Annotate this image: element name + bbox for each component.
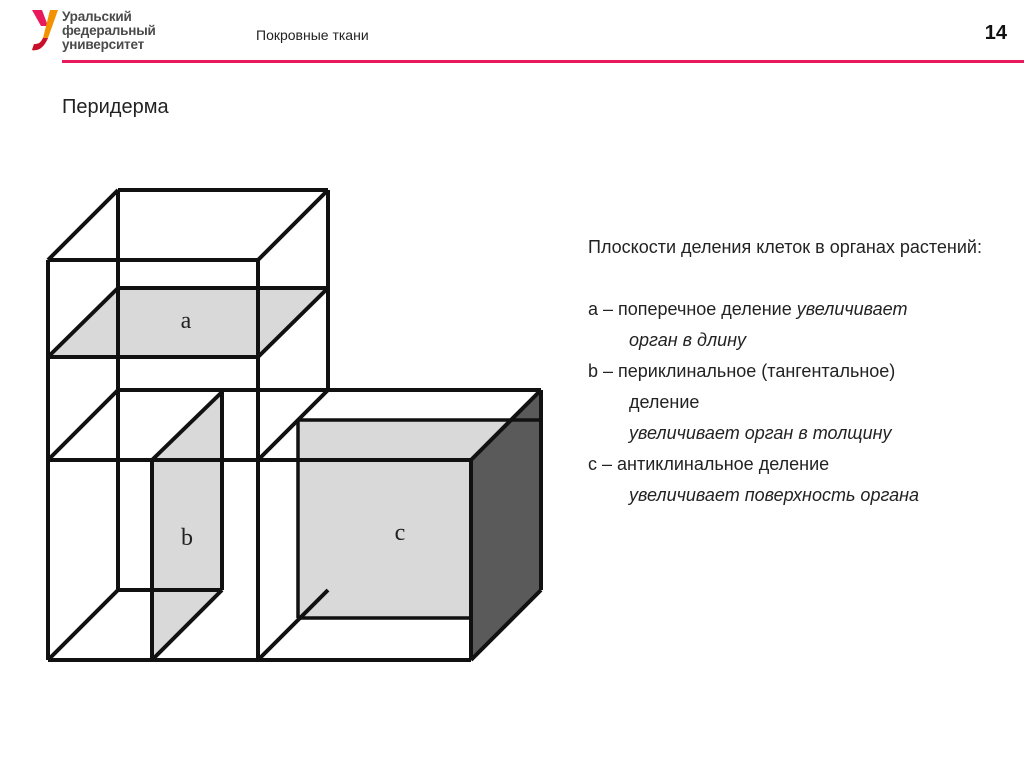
label-c: c [394,520,406,546]
logo-line-2: федеральный [62,23,156,38]
caption-item-b-italic [588,418,1018,449]
logo-line-1: Уральский [62,9,132,24]
caption-item-c-italic [588,480,1018,511]
caption [588,232,1018,511]
caption-b-italic: увеличивает орган в толщину [629,423,892,443]
caption-a-italic-1: увеличивает [796,299,908,319]
caption-c-italic: увеличивает поверхность органа [629,485,920,505]
caption-item-a-cont [588,325,1018,356]
page-number: 14 [984,22,1007,44]
caption-gap [588,263,1018,294]
caption-item-b: b – периклинальное (тангентальное) [588,361,896,381]
caption-item-c: c – антиклинальное деление [588,454,830,474]
caption-a-prefix: a – поперечное деление [588,299,797,319]
caption-item-b-cont: деление [629,392,700,412]
slide-heading: Перидерма [62,96,169,118]
caption-a-italic-2: орган в длину [629,330,747,350]
label-a: a [180,308,192,334]
label-b: b [181,525,193,551]
section-title: Покровные ткани [256,27,369,43]
caption-intro: Плоскости деления клеток в органах растений: [588,237,982,257]
logo-line-3: университет [62,37,144,52]
caption-item-a [588,294,1018,325]
